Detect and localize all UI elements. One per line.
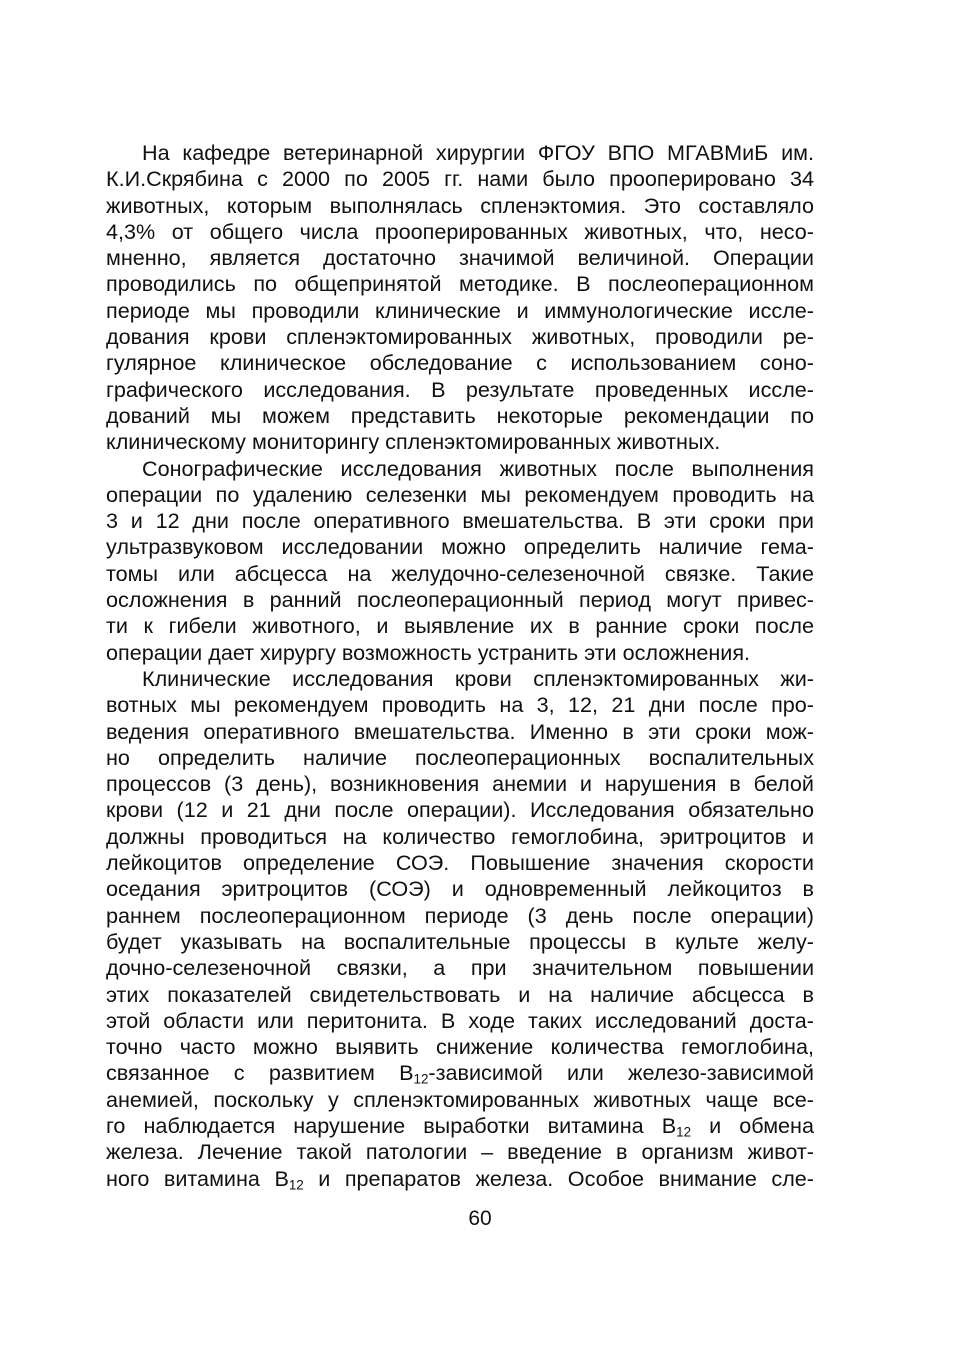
text-line: томы или абсцесса на желудочно-селезеночной связке. Такие: [106, 560, 814, 586]
text-line: ультразвуковом исследовании можно определить наличие гема-: [106, 534, 814, 560]
text-line: вотных мы рекомендуем проводить на 3, 12, 21 дни после про-: [106, 692, 814, 718]
text-line: Сонографические исследования животных после выполнения: [142, 455, 814, 481]
text-line: операции по удалению селезенки мы рекомендуем проводить на: [106, 481, 814, 507]
text-line: К.И.Скрябина с 2000 по 2005 гг. нами было прооперировано 34: [106, 166, 814, 192]
text-line: го наблюдается нарушение выработки витамина $B_{12}$ и обмена: [106, 1112, 814, 1140]
page-number: 60: [468, 1207, 492, 1230]
text-line: На кафедре ветеринарной хирургии ФГОУ ВПО МГАВМиБ им.: [142, 140, 814, 165]
text-line: должны проводиться на количество гемоглобина, эритроцитов и: [106, 823, 814, 849]
text-line: ведения оперативного вмешательства. Именно в эти сроки мож-: [106, 718, 814, 744]
text-line: будет указывать на воспалительные процессы в культе желу-: [106, 928, 814, 954]
text-line: дования крови спленэктомированных животных, проводили ре-: [106, 324, 814, 350]
paragraph-2: [106, 456, 814, 666]
text-line: клиническому мониторингу спленэктомированных животных.: [106, 429, 721, 455]
text-line: Клинические исследования крови спленэктомированных жи-: [142, 665, 814, 691]
text-line: осложнения в ранний послеоперационный период могут привес-: [106, 587, 814, 613]
text-line: периоде мы проводили клинические и иммунологические иссле-: [106, 297, 814, 323]
body-text: [106, 140, 814, 1192]
text-line: анемией, поскольку у спленэктомированных животных чаще все-: [106, 1086, 814, 1112]
text-line: оседания эритроцитов (СОЭ) и одновременный лейкоцитоз в: [106, 876, 814, 902]
text-line: но определить наличие послеоперационных воспалительных: [106, 744, 814, 770]
text-line: этих показателей свидетельствовать и на наличие абсцесса в: [106, 981, 814, 1007]
text-line: процессов (3 день), возникновения анемии и нарушения в белой: [106, 771, 814, 797]
text-line: раннем послеоперационном периоде (3 день после операции): [106, 902, 814, 928]
text-line: животных, которым выполнялась спленэктомия. Это составляло: [106, 192, 814, 218]
text-line: дований мы можем представить некоторые рекомендации по: [106, 402, 814, 428]
text-line: 4,3% от общего числа прооперированных животных, что, несо-: [106, 218, 814, 244]
text-line: крови (12 и 21 дни после операции). Исследования обязательно: [106, 797, 814, 823]
text-line: этой области или перитонита. В ходе таких исследований доста-: [106, 1007, 814, 1033]
text-line: лейкоцитов определение СОЭ. Повышение значения скорости: [106, 850, 814, 876]
text-line: ти к гибели животного, и выявление их в ранние сроки после: [106, 613, 814, 639]
text-line: проводились по общепринятой методике. В послеоперационном: [106, 271, 814, 297]
text-line: графического исследования. В результате проведенных иссле-: [106, 376, 814, 402]
text-line: мненно, является достаточно значимой величиной. Операции: [106, 245, 814, 271]
text-line: точно часто можно выявить снижение количества гемоглобина,: [106, 1034, 814, 1060]
paragraph-3: [106, 666, 814, 1192]
text-line: железа. Лечение такой патологии – введение в организм живот-: [106, 1139, 814, 1165]
paragraph-1: [106, 140, 814, 456]
text-line: дочно-селезеночной связки, а при значительном повышении: [106, 955, 814, 981]
text-line: 3 и 12 дни после оперативного вмешательства. В эти сроки при: [106, 508, 814, 534]
text-line: операции дает хирургу возможность устранить эти осложнения.: [106, 639, 751, 665]
text-line: гулярное клиническое обследование с использованием соно-: [106, 350, 814, 376]
text-line: связанное с развитием $B_{12}$-зависимой или железо-зависимой: [106, 1060, 814, 1087]
text-line: ного витамина $B_{12}$ и препаратов железа. Особое внимание сле-: [106, 1165, 814, 1192]
